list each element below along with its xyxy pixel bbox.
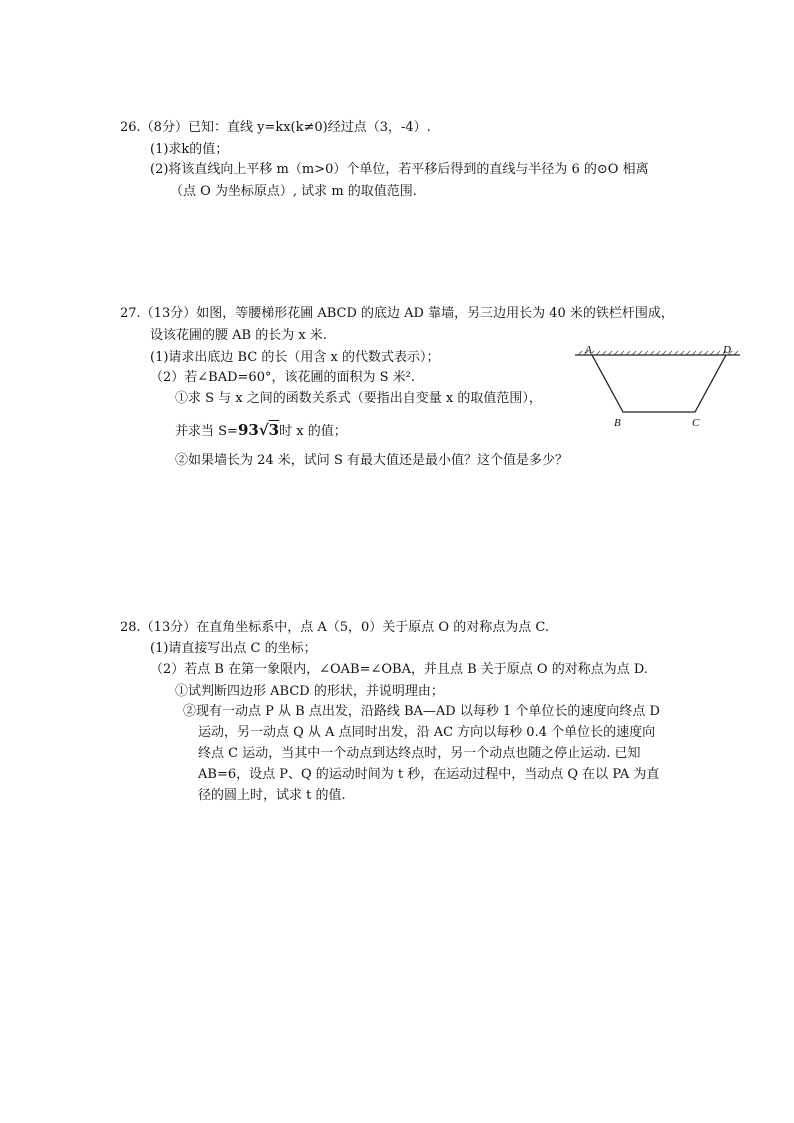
- q28-sub2-line3: 终点 C 运动，当其中一个动点到达终点时，另一个动点也随之停止运动. 已知: [198, 746, 641, 761]
- sqrt-symbol: √: [258, 421, 269, 439]
- q27-area-number: 93: [237, 421, 259, 439]
- wall-line: [575, 351, 740, 355]
- q27-sub1-post: 时 x 的值；: [279, 424, 347, 439]
- label-C: C: [692, 417, 700, 429]
- label-B: B: [614, 417, 621, 429]
- q27-sub2: ②如果墙长为 24 米，试问 S 有最大值还是最小值？这个值是多少？: [175, 453, 568, 468]
- trapezoid-sides: [592, 355, 726, 412]
- q26-part2: (2)将该直线向上平移 m（m>0）个单位，若平移后得到的直线与半径为 6 的⊙O 相离: [150, 162, 649, 177]
- trapezoid-figure: [570, 340, 745, 435]
- q28-part2: （2）若点 B 在第一象限内，∠OAB=∠OBA，并且点 B 关于原点 O 的对称点为点 D.: [150, 662, 648, 677]
- q27-part2: （2）若∠BAD=60°，该花圃的面积为 S 米².: [150, 370, 415, 385]
- q28-stem: 28.（13分）在直角坐标系中，点 A（5，0）关于原点 O 的对称点为点 C.: [120, 620, 549, 635]
- q27-sub1-cont: [175, 421, 347, 441]
- q27-part1: (1)请求出底边 BC 的长（用含 x 的代数式表示）；: [150, 350, 440, 365]
- q27-sub1-pre: 并求当 S=: [175, 424, 238, 439]
- label-D: D: [723, 344, 731, 356]
- q26-part2-cont: （点 O 为坐标原点）, 试求 m 的取值范围.: [170, 184, 417, 199]
- q28-sub1: ①试判断四边形 ABCD 的形状，并说明理由；: [175, 684, 444, 699]
- q27-sub1: ①求 S 与 x 之间的函数关系式（要指出自变量 x 的取值范围），: [175, 391, 542, 406]
- label-A: A: [585, 344, 592, 356]
- q28-sub2-line1: ②现有一动点 P 从 B 点出发，沿路线 BA—AD 以每秒 1 个单位长的速度向终点 D: [183, 704, 660, 719]
- q28-sub2-line2: 运动，另一动点 Q 从 A 点同时出发，沿 AC 方向以每秒 0.4 个单位长的速度向: [198, 725, 656, 740]
- q28-part1: (1)请直接写出点 C 的坐标；: [150, 641, 317, 656]
- q27-radicand: 3: [268, 421, 280, 439]
- q28-sub2-line4: AB=6，设点 P、Q 的运动时间为 t 秒，在运动过程中，当动点 Q 在以 PA 为直: [198, 767, 660, 782]
- q27-stem: 27.（13分）如图，等腰梯形花圃 ABCD 的底边 AD 靠墙，另三边用长为 40 米的铁栏杆围成，: [120, 306, 674, 321]
- q27-stem-cont: 设该花圃的腰 AB 的长为 x 米.: [150, 328, 327, 343]
- q26-part1: (1)求k的值；: [150, 142, 229, 157]
- q28-sub2-line5: 径的圆上时，试求 t 的值.: [198, 788, 346, 803]
- q26-stem: 26.（8分）已知：直线 y=kx(k≠0)经过点（3，-4）.: [120, 120, 431, 135]
